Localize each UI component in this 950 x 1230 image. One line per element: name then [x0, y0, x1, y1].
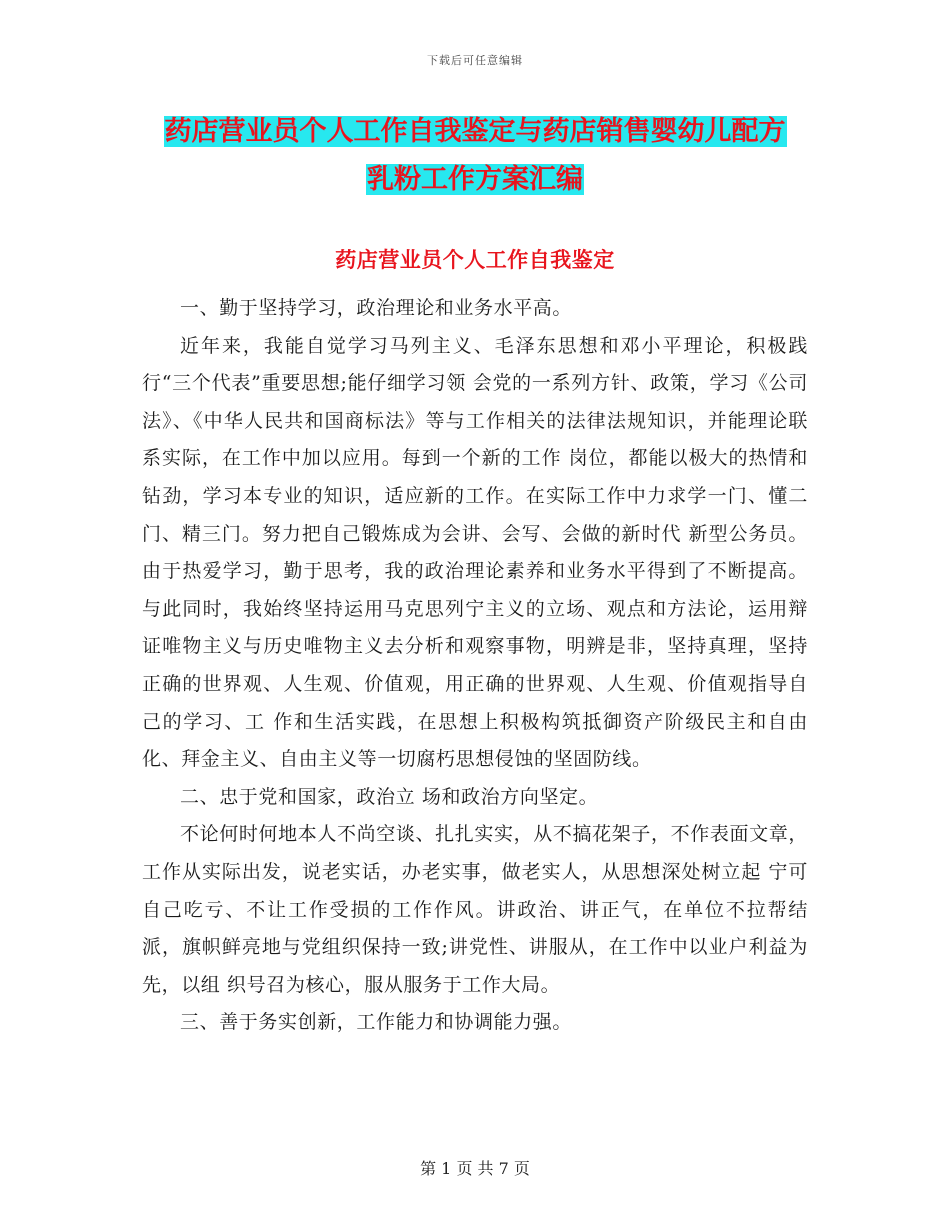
- document-body: [142, 290, 808, 1042]
- paragraph: 不论何时何地本人不尚空谈、扎扎实实，从不搞花架子，不作表面文章，工作从实际出发，说老实话，办老实事，做老实人，从思想深处树立起 宁可自己吃亏、不让工作受损的工作作风。讲政治、讲正气，在单位不拉帮结派，旗帜鲜亮地与党组织保持一致;讲党性、讲服从，在工作中以业户利益为先，以组 织号召为核心，服从服务于工作大局。: [142, 823, 808, 996]
- document-title: [0, 108, 950, 204]
- header-note: 下载后可任意编辑: [427, 54, 523, 67]
- paragraph: 近年来，我能自觉学习马列主义、毛泽东思想和邓小平理论，积极践行“三个代表”重要思想;能仔细学习领 会党的一系列方针、政策，学习《公司法》、《中华人民共和国商标法》等与工作相关的法律法规知识，并能理论联系实际，在工作中加以应用。每到一个新的工作 岗位，都能以极大的热情和钻劲，学习本专业的知识，适应新的工作。在实际工作中力求学一门、懂二门、精三门。努力把自己锻炼成为会讲、会写、会做的新时代 新型公务员。由于热爱学习，勤于思考，我的政治理论素养和业务水平得到了不断提高。与此同时，我始终坚持运用马克思列宁主义的立场、观点和方法论，运用辩 证唯物主义与历史唯物主义去分析和观察事物，明辨是非，坚持真理，坚持正确的世界观、人生观、价值观，用正确的世界观、人生观、价值观指导自己的学习、工 作和生活实践，在思想上积极构筑抵御资产阶级民主和自由化、拜金主义、自由主义等一切腐朽思想侵蚀的坚固防线。: [142, 334, 808, 771]
- page-number: 第 1 页 共 7 页: [420, 1159, 530, 1178]
- title-line-1: 药店营业员个人工作自我鉴定与药店销售婴幼儿配方: [164, 116, 786, 147]
- paragraph-heading-3: 三、善于务实创新，工作能力和协调能力强。: [180, 1011, 573, 1034]
- title-line-2: 乳粉工作方案汇编: [367, 164, 583, 195]
- section-title: 药店营业员个人工作自我鉴定: [335, 248, 615, 272]
- paragraph-heading-1: 一、勤于坚持学习，政治理论和业务水平高。: [180, 297, 573, 319]
- paragraph-heading-2: 二、忠于党和国家，政治立 场和政治方向坚定。: [180, 785, 599, 808]
